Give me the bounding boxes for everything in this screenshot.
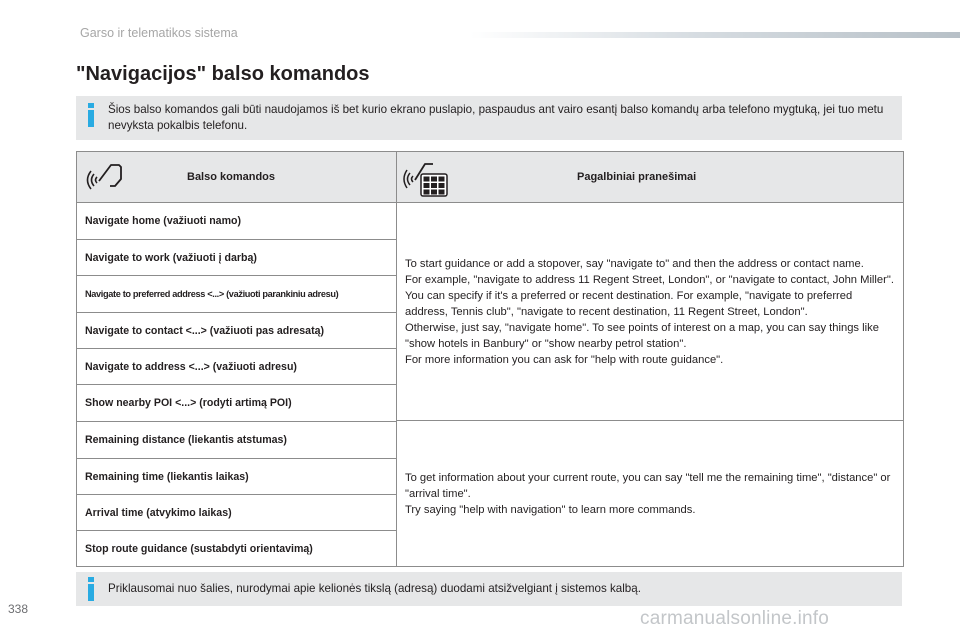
table-row: Navigate to work (važiuoti į darbą) <box>77 240 396 276</box>
table-row: Arrival time (atvykimo laikas) <box>77 495 396 531</box>
table-row: Navigate to contact <...> (važiuoti pas adresatą) <box>77 313 396 349</box>
help-text-route-guidance: To start guidance or add a stopover, say "navigate to" and then the address or contact name. For example, "navigate to address 11 Regent Street, London", or "navigate to contact, John Miller". You can specify if it's a preferred or recent destination. For example, "navigate to preferred address, Tennis club", "navigate to recent destination, 11 Regent Street, London". Otherwise, just say, "navigate home". To see points of interest on a map, you can say things like "show hotels in Banbury" or "show nearby petrol station". For more information you can ask for "help with route guidance". <box>405 257 894 366</box>
help-text-route-info: To get information about your current route, you can say "tell me the remaining time", "distance" or "arrival time". Try saying "help with navigation" to learn more commands. <box>405 472 891 516</box>
info-icon <box>88 103 94 127</box>
bottom-info-box <box>76 572 902 606</box>
help-cell-route-guidance <box>397 203 903 421</box>
section-title: Garso ir telematikos sistema <box>80 26 238 40</box>
table-row: Show nearby POI <...> (rodyti artimą POI) <box>77 385 396 422</box>
header-cell-messages <box>397 152 903 202</box>
header-cell-commands <box>77 152 397 202</box>
header-messages-label: Pagalbiniai pranešimai <box>577 171 697 183</box>
header-commands-label: Balso komandos <box>187 171 276 183</box>
help-cell-route-info <box>397 422 903 566</box>
table-row: Stop route guidance (sustabdyti orientavimą) <box>85 542 313 555</box>
table-row: Navigate to address <...> (važiuoti adresu) <box>77 349 396 385</box>
page-title: "Navigacijos" balso komandos <box>76 63 370 85</box>
voice-messages-icon <box>403 156 449 203</box>
page-number: 338 <box>8 602 29 616</box>
table-row: Remaining distance (liekantis atstumas) <box>77 422 396 459</box>
header-decoration-bar <box>470 32 960 38</box>
watermark: carmanualsonline.info <box>640 608 830 629</box>
info-icon <box>88 577 94 601</box>
voice-commands-table <box>76 151 904 567</box>
intro-note-text: Šios balso komandos gali būti naudojamos iš bet kurio ekrano puslapio, paspaudus ant vairo esantį balso komandų arba telefono mygtuką, jei tuo metu nevyksta pokalbis telefonu. <box>108 103 884 132</box>
intro-info-box <box>76 96 902 140</box>
table-row: Navigate to preferred address <...> (važiuoti parankiniu adresu) <box>77 276 396 313</box>
table-header-row <box>77 152 903 203</box>
voice-command-icon <box>85 156 125 201</box>
commands-column <box>77 203 397 566</box>
table-row: Remaining time (liekantis laikas) <box>77 459 396 495</box>
table-row: Navigate home (važiuoti namo) <box>77 203 396 240</box>
bottom-note-text: Priklausomai nuo šalies, nurodymai apie kelionės tikslą (adresą) duodami atsižvelgiant į sistemos kalbą. <box>108 582 641 595</box>
